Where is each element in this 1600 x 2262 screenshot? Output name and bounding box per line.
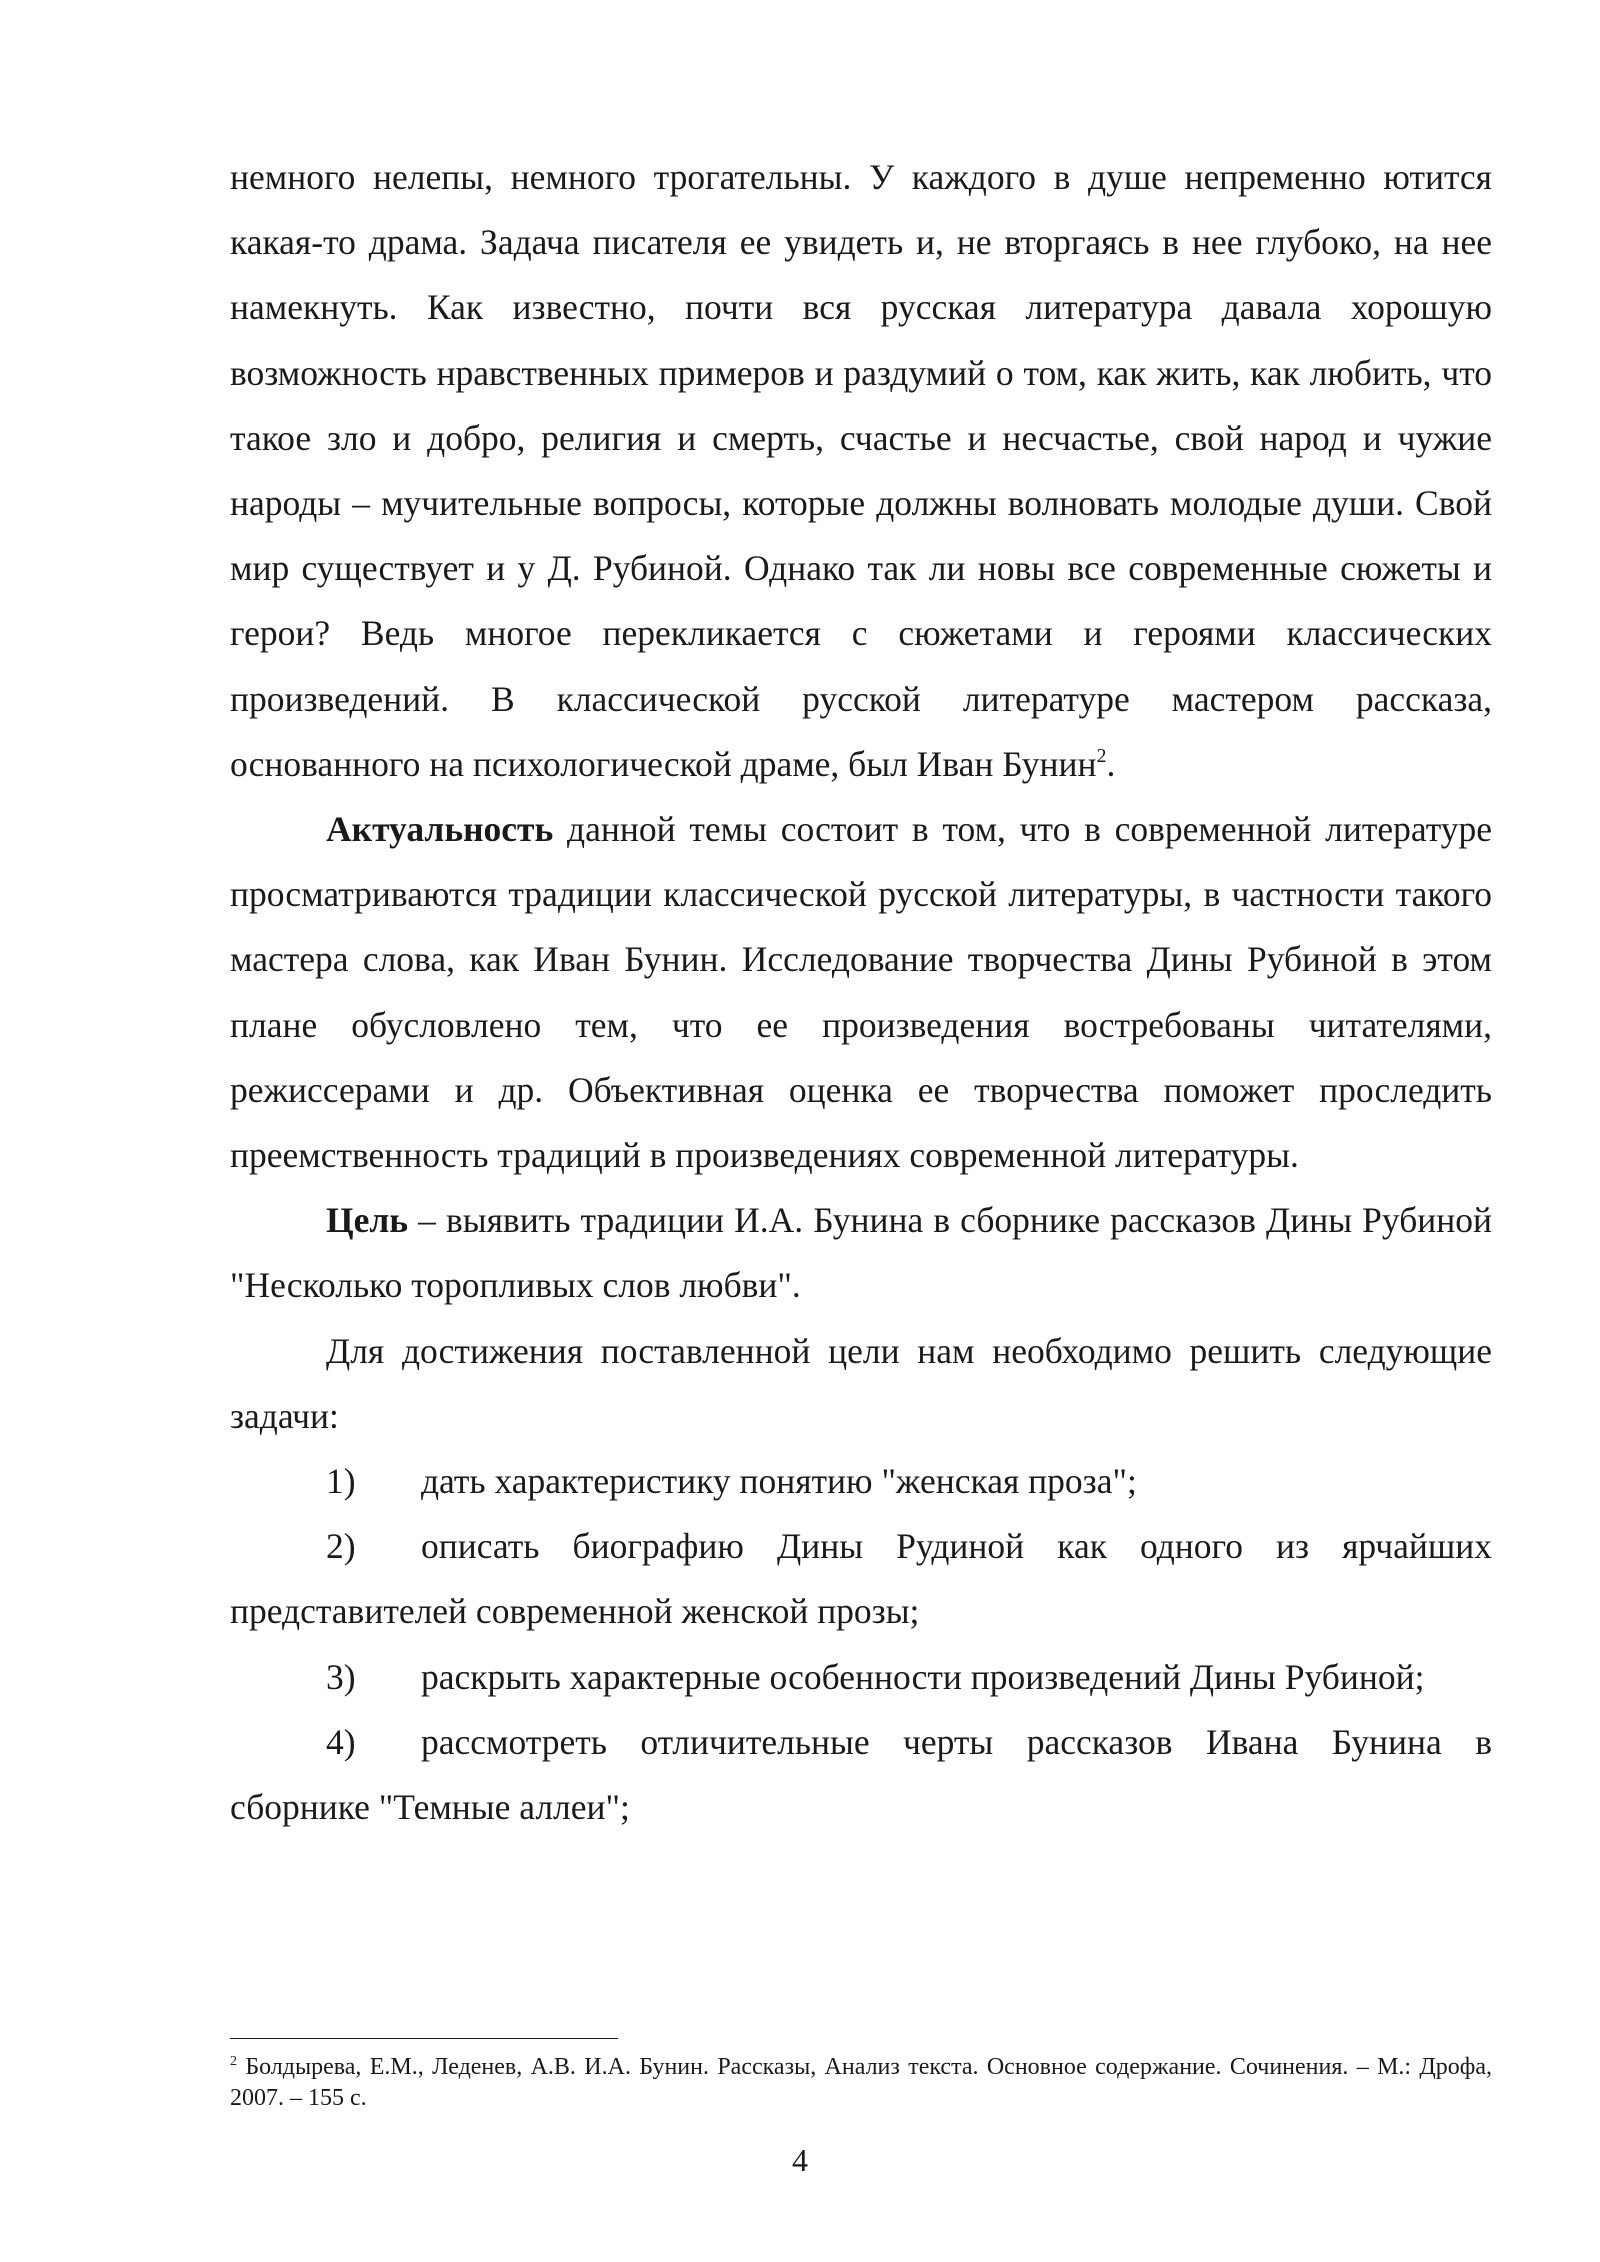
- footnote-marker: 2: [230, 2054, 237, 2069]
- task-text: описать биографию Дины Рудиной как одного из ярчайших представителей современной женской прозы;: [230, 1526, 1492, 1632]
- task-item-3: [230, 1645, 1492, 1710]
- paragraph-intro-text: немного нелепы, немного трогательны. У каждого в душе непременно ютится какая-то драма. Задача писателя ее увидеть и, не вторгаясь в нее глубоко, на нее намекнуть. Как известно, почти вся русская литература давала хорошую возможность нравственных примеров и раздумий о том, как жить, как любить, что такое зло и добро, религия и смерть, счастье и несчастье, свой народ и чужие народы – мучительные вопросы, которые должны волновать молодые души. Свой мир существует и у Д. Рубиной. Однако так ли новы все современные сюжеты и герои? Ведь многое перекликается с сюжетами и героями классических произведений. В классической русской литературе мастером рассказа, основанного на психологической драме, был Иван Бунин: [230, 157, 1492, 784]
- task-item-2: [230, 1514, 1492, 1644]
- goal-heading: Цель: [326, 1200, 409, 1241]
- relevance-text: данной темы состоит в том, что в современной литературе просматриваются традиции классической русской литературы, в частности такого мастера слова, как Иван Бунин. Исследование творчества Дины Рубиной в этом плане обусловлено тем, что ее произведения востребованы читателями, режиссерами и др. Объективная оценка ее творчества поможет проследить преемственность традиций в произведениях современной литературы.: [230, 809, 1492, 1176]
- task-number: 2): [326, 1526, 356, 1567]
- paragraph-tasks-intro: Для достижения поставленной цели нам необходимо решить следующие задачи:: [230, 1330, 1492, 1436]
- task-item-4: [230, 1710, 1492, 1840]
- task-text: рассмотреть отличительные черты рассказов Ивана Бунина в сборнике "Темные аллеи";: [230, 1721, 1492, 1828]
- task-number: 3): [326, 1656, 356, 1697]
- footnote: [230, 2052, 1492, 2114]
- paragraph-intro: [230, 145, 1492, 797]
- paragraph-goal: [230, 1188, 1492, 1318]
- footnote-divider: [230, 2038, 618, 2039]
- task-text: раскрыть характерные особенности произведений Дины Рубиной;: [421, 1656, 1425, 1697]
- task-text: дать характеристику понятию "женская проза";: [421, 1461, 1137, 1502]
- task-number: 1): [326, 1461, 356, 1502]
- task-number: 4): [326, 1721, 356, 1762]
- relevance-heading: Актуальность: [326, 809, 554, 850]
- task-item-1: [230, 1449, 1492, 1514]
- goal-text: – выявить традиции И.А. Бунина в сборнике рассказов Дины Рубиной "Несколько торопливых слов любви".: [230, 1200, 1492, 1306]
- page-number: 4: [792, 2142, 808, 2178]
- page-body: [230, 145, 1492, 1840]
- paragraph-intro-end: .: [1106, 743, 1116, 784]
- footnote-reference[interactable]: 2: [1096, 744, 1107, 767]
- paragraph-relevance: [230, 797, 1492, 1188]
- footnote-text: Болдырева, Е.М., Леденев, А.В. И.А. Бунин. Рассказы, Анализ текста. Основное содержание. Сочинения. – М.: Дрофа, 2007. – 155 с.: [230, 2054, 1492, 2111]
